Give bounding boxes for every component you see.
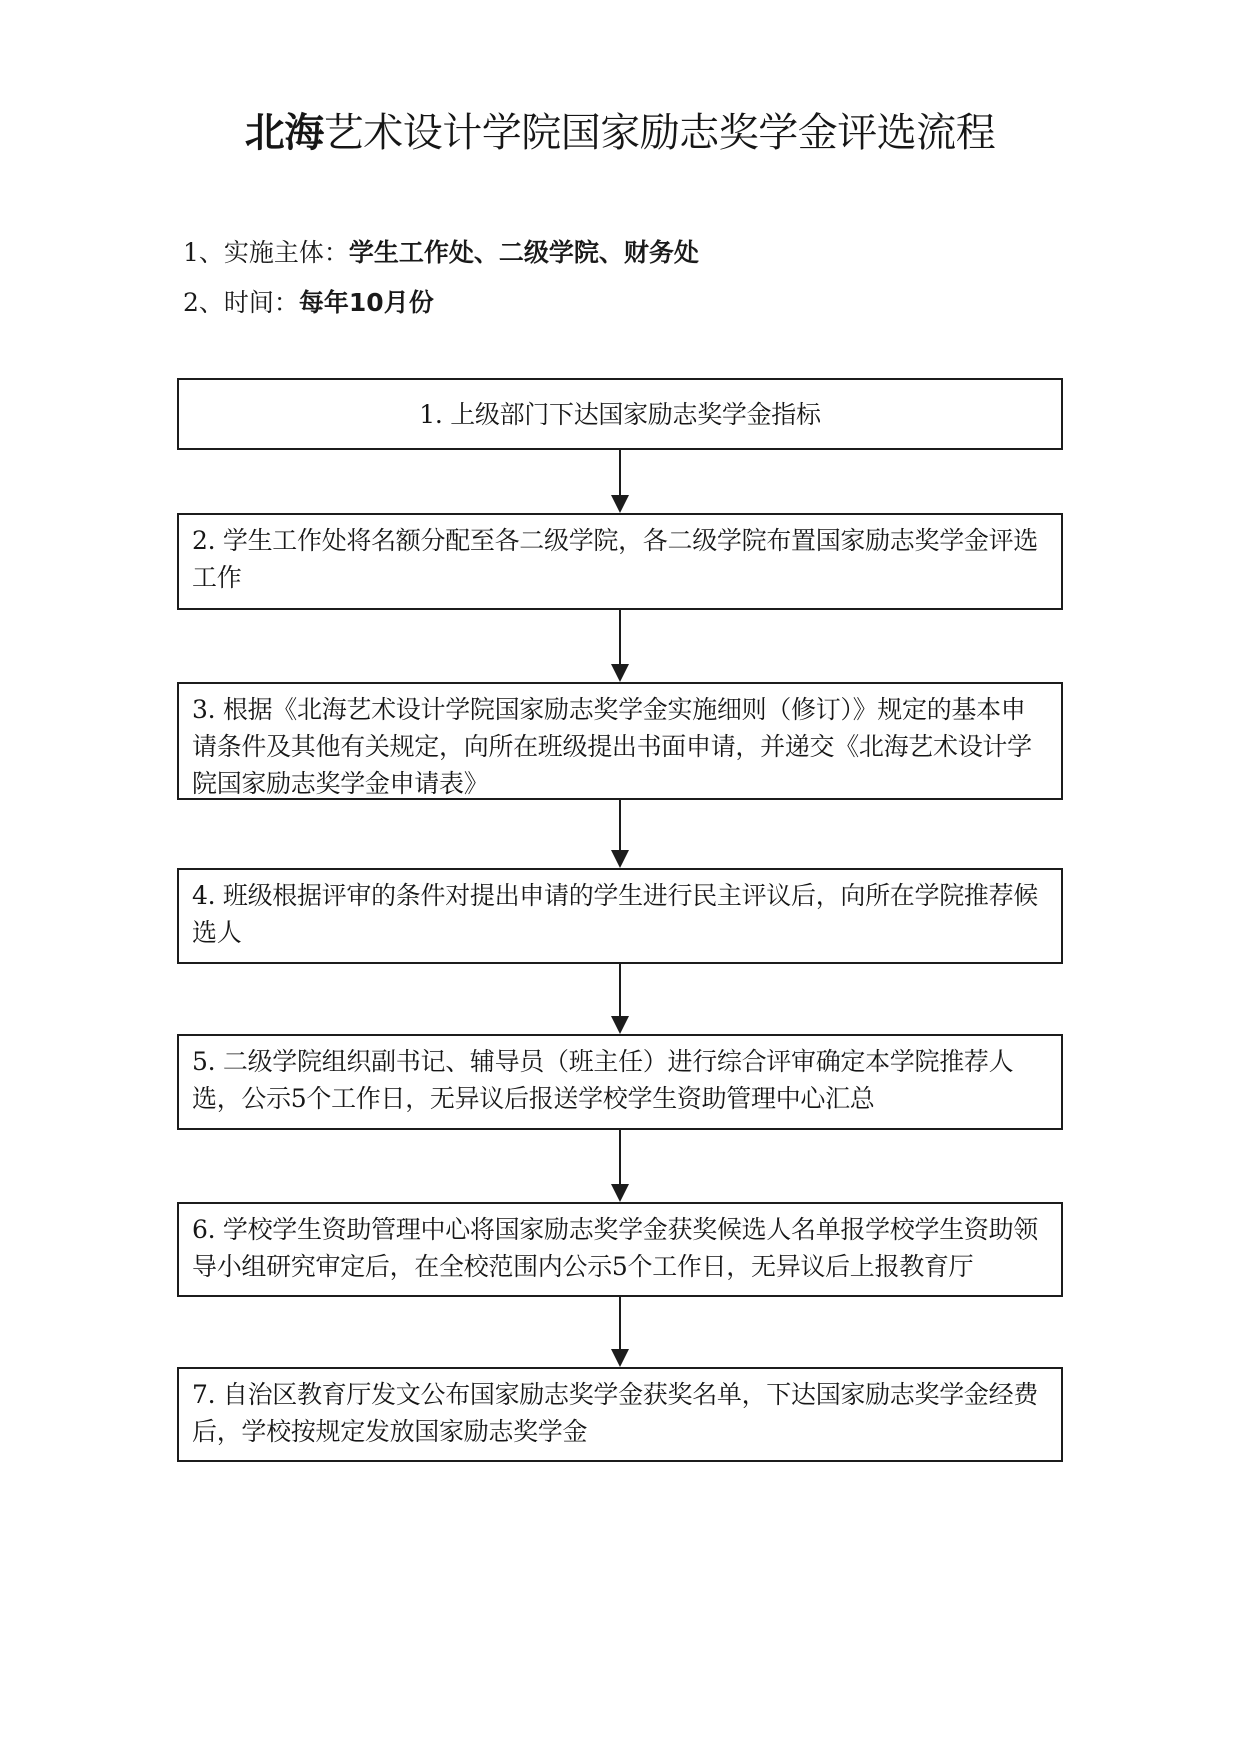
arrow-shaft	[619, 964, 621, 1017]
arrow-down-icon	[611, 1349, 629, 1367]
arrow-shaft	[619, 450, 621, 496]
flow-step-4	[177, 868, 1063, 964]
flow-step-6-text: 6. 学校学生资助管理中心将国家励志奖学金获奖候选人名单报学校学生资助领导小组研究审定后，在全校范围内公示5个工作日，无异议后上报教育厅	[192, 1215, 1039, 1281]
arrow-shaft	[619, 1297, 621, 1350]
flow-arrow-6	[177, 1297, 1063, 1367]
flow-step-3-text: 3. 根据《北海艺术设计学院国家励志奖学金实施细则（修订）》规定的基本申请条件及其他有关规定，向所在班级提出书面申请，并递交《北海艺术设计学院国家励志奖学金申请表》	[192, 695, 1032, 798]
arrow-down-icon	[611, 1016, 629, 1034]
flow-arrow-3	[177, 800, 1063, 868]
intro-item-time-value: 每年10月份	[298, 288, 434, 317]
intro-list	[183, 228, 699, 328]
flow-step-7-text: 7. 自治区教育厅发文公布国家励志奖学金获奖名单，下达国家励志奖学金经费后，学校按规定发放国家励志奖学金	[192, 1380, 1039, 1446]
arrow-shaft	[619, 1130, 621, 1185]
arrow-shaft	[619, 610, 621, 665]
flow-arrow-1	[177, 450, 1063, 513]
intro-item-time-label: 2、时间：	[183, 288, 299, 317]
flow-step-6	[177, 1202, 1063, 1297]
intro-item-subject	[183, 228, 699, 278]
arrow-down-icon	[611, 1184, 629, 1202]
flow-step-5-text: 5. 二级学院组织副书记、辅导员（班主任）进行综合评审确定本学院推荐人选，公示5个工作日，无异议后报送学校学生资助管理中心汇总	[192, 1047, 1014, 1113]
flow-arrow-2	[177, 610, 1063, 682]
flow-arrow-4	[177, 964, 1063, 1034]
flow-step-2-text: 2. 学生工作处将名额分配至各二级学院，各二级学院布置国家励志奖学金评选工作	[192, 526, 1039, 592]
intro-item-subject-value: 学生工作处、二级学院、财务处	[348, 238, 699, 267]
arrow-down-icon	[611, 664, 629, 682]
document-title-bold-part: 北海	[244, 110, 324, 156]
flow-step-3	[177, 682, 1063, 800]
arrow-down-icon	[611, 850, 629, 868]
arrow-shaft	[619, 800, 621, 851]
flowchart	[177, 378, 1063, 1462]
flow-step-1	[177, 378, 1063, 450]
arrow-down-icon	[611, 495, 629, 513]
document-title-regular-part: 艺术设计学院国家励志奖学金评选流程	[323, 110, 996, 156]
flow-step-5	[177, 1034, 1063, 1130]
flow-step-1-text: 1. 上级部门下达国家励志奖学金指标	[419, 399, 821, 429]
intro-item-subject-label: 1、实施主体：	[183, 238, 349, 267]
flow-step-7	[177, 1367, 1063, 1462]
intro-item-time	[183, 278, 699, 328]
document-title	[0, 108, 1240, 158]
flow-step-4-text: 4. 班级根据评审的条件对提出申请的学生进行民主评议后，向所在学院推荐候选人	[192, 881, 1039, 947]
flow-step-2	[177, 513, 1063, 610]
flow-arrow-5	[177, 1130, 1063, 1202]
